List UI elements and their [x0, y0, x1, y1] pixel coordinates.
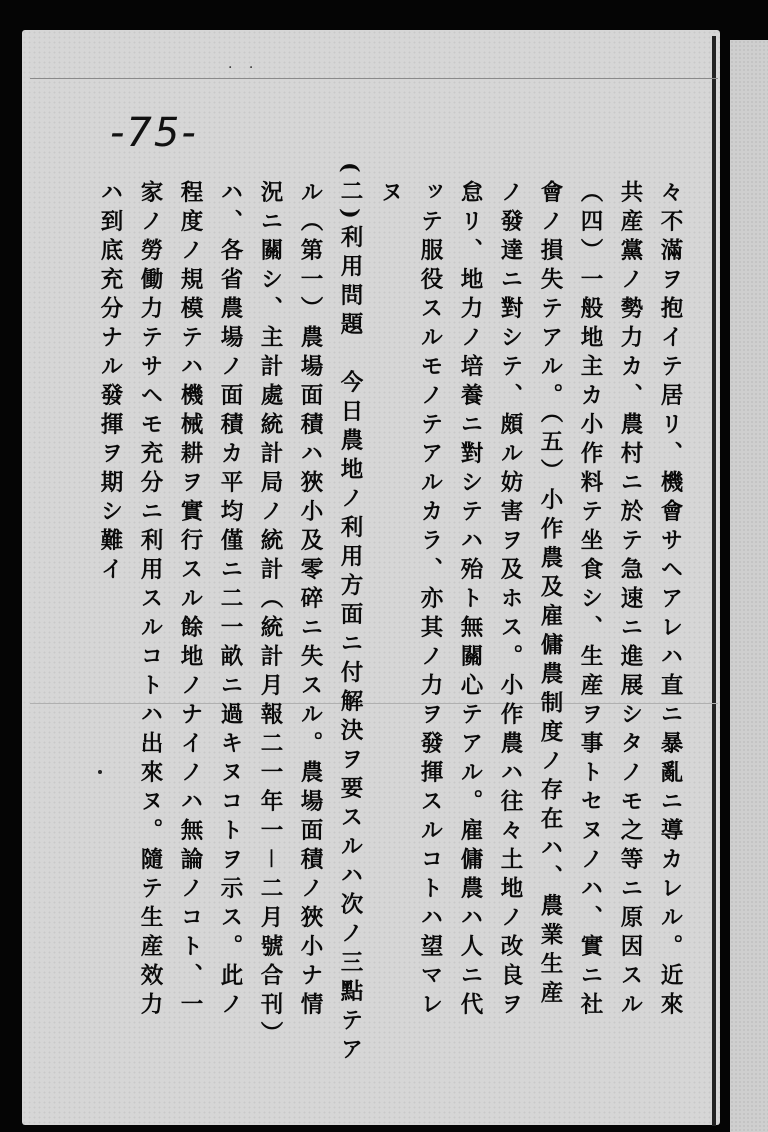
text-line: 會ノ損失テアル。（五）小作農及雇傭農制度ノ存在ハ、農業生産 [537, 180, 563, 1010]
section-heading-line: (二)利用問題 今日農地ノ利用方面ニ付解決ヲ要スルハ次ノ三點テア [337, 162, 363, 1067]
text-line: 共産黨ノ勢力カ、農村ニ於テ急速ニ進展シタノモ之等ニ原因スル [617, 180, 643, 1021]
text-line: 況ニ關シ、主計處統計局ノ統計（統計月報二一年一－二月號合刊） [257, 180, 283, 1051]
binding-gutter [712, 36, 716, 1126]
text-line: ヌ [377, 180, 403, 209]
next-page-edge [730, 40, 768, 1132]
text-line: ノ發達ニ對シテ、頗ル妨害ヲ及ホス。小作農ハ往々土地ノ改良ヲ [497, 180, 523, 1021]
text-line: 々不滿ヲ抱イテ居リ、機會サヘアレハ直ニ暴亂ニ導カレル。近來 [657, 180, 683, 1021]
scan-line-top [30, 78, 718, 79]
scan-speck [98, 770, 102, 774]
text-line: ル（第一）農場面積ハ狹小及零碎ニ失スル。農場面積ノ狹小ナ情 [297, 180, 323, 1021]
text-line: （四）一般地主カ小作料テ坐食シ、生産ヲ事トセヌノハ、實ニ社 [577, 180, 603, 1021]
page-number: -75- [110, 110, 198, 156]
text-line: 程度ノ規模テハ機械耕ヲ實行スル餘地ノナイノハ無論ノコト、一 [177, 180, 203, 1021]
text-line: ハ到底充分ナル發揮ヲ期シ難イ [97, 180, 123, 586]
text-line: 家ノ勞働力テサヘモ充分ニ利用スルコトハ出來ヌ。隨テ生産效力 [137, 180, 163, 1021]
scan-specks: · · [228, 60, 260, 76]
text-line: ッテ服役スルモノテアルカラ、亦其ノ力ヲ發揮スルコトハ望マレ [417, 180, 443, 1021]
vertical-text-body [90, 162, 690, 1067]
text-line: ハ、各省農場ノ面積カ平均僅ニ二一畝ニ過キヌコトヲ示ス。此ノ [217, 180, 243, 1021]
text-line: 怠リ、地力ノ培養ニ對シテハ殆ト無關心テアル。雇傭農ハ人ニ代 [457, 180, 483, 1021]
